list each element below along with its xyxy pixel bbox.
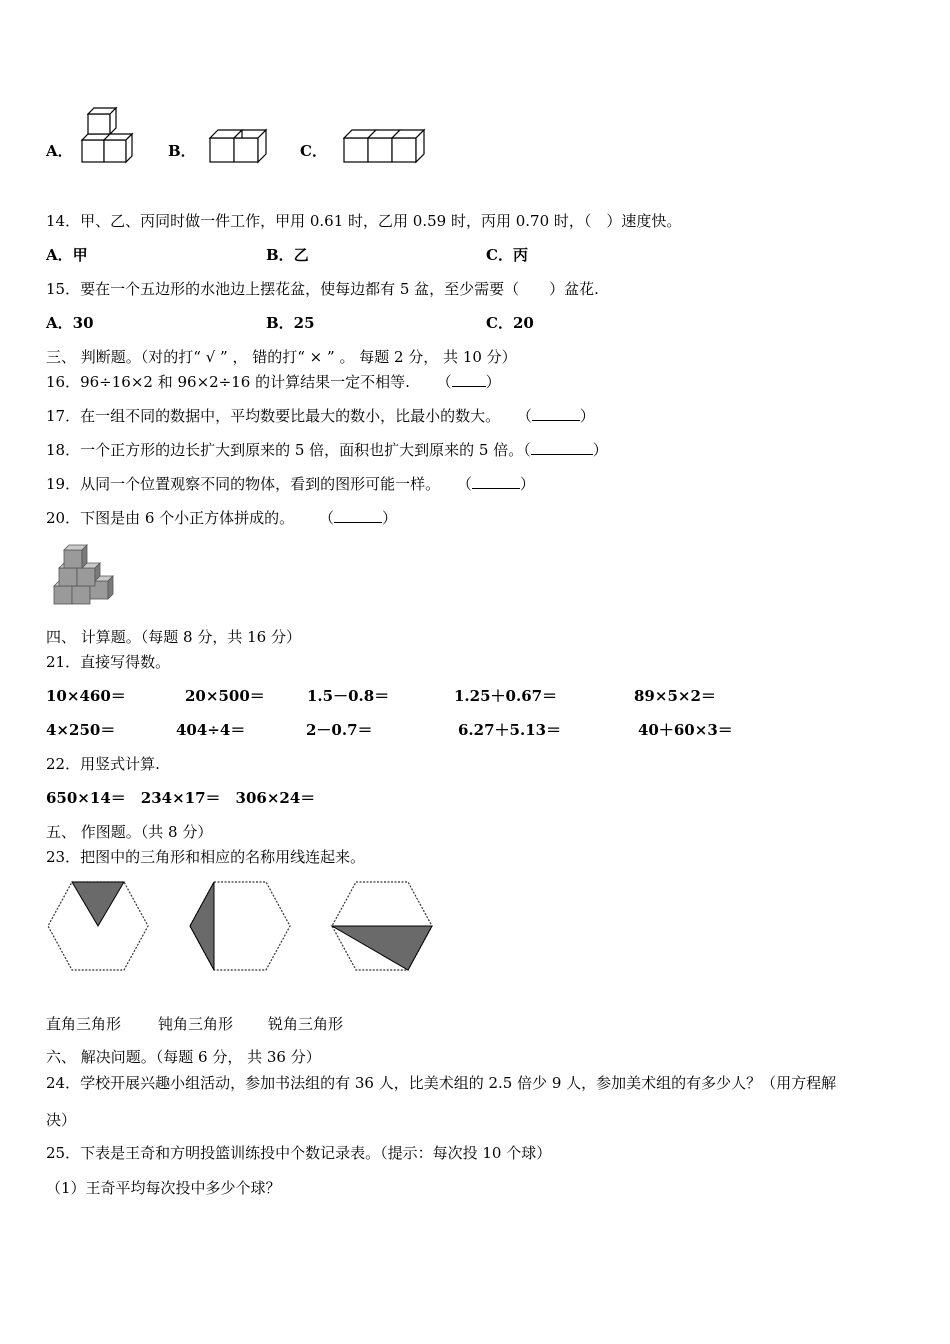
q17-line: [46, 406, 595, 426]
section-3-title: 三、 判断题。（对的打“ √ ” ， 错的打“ × ” 。 每题 2 分， 共 10 分）: [46, 348, 517, 366]
q16-text: 16．96÷16×2 和 96×2÷16 的计算结果一定不相等.: [46, 373, 410, 391]
q17-paren-open: （: [516, 407, 532, 425]
q16-answer-blank[interactable]: [452, 372, 486, 387]
section-4-title: 四、 计算题。（每题 8 分，共 16 分）: [46, 628, 301, 646]
q21-row1-item-5: 89×5×2＝: [634, 687, 716, 705]
q16-paren-close: ）: [485, 373, 501, 391]
q20-paren-open: （: [318, 509, 334, 527]
q21-row1-item-4: 1.25＋0.67＝: [454, 687, 558, 705]
hexagon-figure-1: [46, 880, 150, 972]
triangle-name-acute: 锐角三角形: [268, 1015, 344, 1033]
q18-text: 18．一个正方形的边长扩大到原来的 5 倍，面积也扩大到原来的 5 倍。: [46, 441, 524, 459]
option-c-label: C．: [300, 142, 327, 160]
cube-figure-b: [206, 124, 276, 166]
q16-paren-open: （: [436, 373, 452, 391]
q17-paren-close: ）: [579, 407, 595, 425]
option-a-label: A．: [46, 142, 73, 160]
q22-items: 650×14＝ 234×17＝ 306×24＝: [46, 789, 316, 807]
q20-paren-close: ）: [381, 509, 397, 527]
q16-line: [46, 372, 501, 392]
q21-stem: 21．直接写得数。: [46, 653, 171, 671]
q18-paren-close: ）: [592, 441, 608, 459]
q25-sub-question-1: （1）王奇平均每次投中多少个球？: [46, 1179, 281, 1197]
q21-row1-item-2: 20×500＝: [185, 687, 265, 705]
q19-paren-close: ）: [519, 475, 535, 493]
q15-option-c: C．20: [486, 314, 534, 332]
q15-option-b: B．25: [266, 314, 315, 332]
q20-text: 20．下图是由 6 个小正方体拼成的。: [46, 509, 295, 527]
section-5-title: 五、 作图题。（共 8 分）: [46, 823, 213, 841]
q22-stem: 22．用竖式计算.: [46, 755, 160, 773]
q21-row2-item-4: 6.27＋5.13＝: [458, 721, 562, 739]
q19-line: [46, 474, 535, 494]
q21-row2-item-1: 4×250＝: [46, 721, 116, 739]
q19-paren-open: （: [456, 475, 472, 493]
q18-line: [46, 440, 608, 460]
hexagon-figure-3: [330, 880, 434, 972]
q20-answer-blank[interactable]: [334, 508, 382, 523]
q21-row2-item-3: 2－0.7＝: [306, 721, 373, 739]
cube-figure-a: [76, 106, 146, 166]
q17-text: 17．在一组不同的数据中，平均数要比最大的数小，比最小的数大。: [46, 407, 501, 425]
q14-option-b: B．乙: [266, 246, 309, 264]
section-6-title: 六、 解决问题。（每题 6 分， 共 36 分）: [46, 1048, 321, 1066]
q24-line-2: 决）: [46, 1111, 77, 1129]
q23-stem: 23．把图中的三角形和相应的名称用线连起来。: [46, 848, 366, 866]
q21-row1-item-3: 1.5－0.8＝: [307, 687, 390, 705]
q15-option-a: A．30: [46, 314, 94, 332]
q14-stem: 14．甲、乙、丙同时做一件工作，甲用 0.61 时，乙用 0.59 时，丙用 0.70 时，（ ）速度快。: [46, 212, 682, 230]
q19-text: 19．从同一个位置观察不同的物体，看到的图形可能一样。: [46, 475, 441, 493]
triangle-name-right: 直角三角形: [46, 1015, 122, 1033]
q18-paren-open: （: [523, 441, 531, 459]
q20-cube-stack-figure: [48, 544, 120, 610]
q14-option-c: C．丙: [486, 246, 528, 264]
q25-stem: 25．下表是王奇和方明投篮训练投中个数记录表。（提示：每次投 10 个球）: [46, 1144, 552, 1162]
q14-option-a: A．甲: [46, 246, 88, 264]
q15-stem: 15．要在一个五边形的水池边上摆花盆，使每边都有 5 盆，至少需要（ ）盆花.: [46, 280, 599, 298]
triangle-name-obtuse: 钝角三角形: [158, 1015, 234, 1033]
option-b-label: B．: [168, 142, 196, 160]
cube-figure-c: [340, 124, 430, 166]
q18-answer-blank[interactable]: [531, 440, 593, 455]
q21-row2-item-5: 40＋60×3＝: [638, 721, 733, 739]
q21-row1-item-1: 10×460＝: [46, 687, 126, 705]
q19-answer-blank[interactable]: [472, 474, 520, 489]
q21-row2-item-2: 404÷4＝: [176, 721, 246, 739]
q17-answer-blank[interactable]: [532, 406, 580, 421]
q20-line: [46, 508, 397, 528]
hexagon-figure-2: [188, 880, 292, 972]
q24-line-1: 24．学校开展兴趣小组活动，参加书法组的有 36 人，比美术组的 2.5 倍少 9 人，参加美术组的有多少人？（用方程解: [46, 1074, 837, 1092]
